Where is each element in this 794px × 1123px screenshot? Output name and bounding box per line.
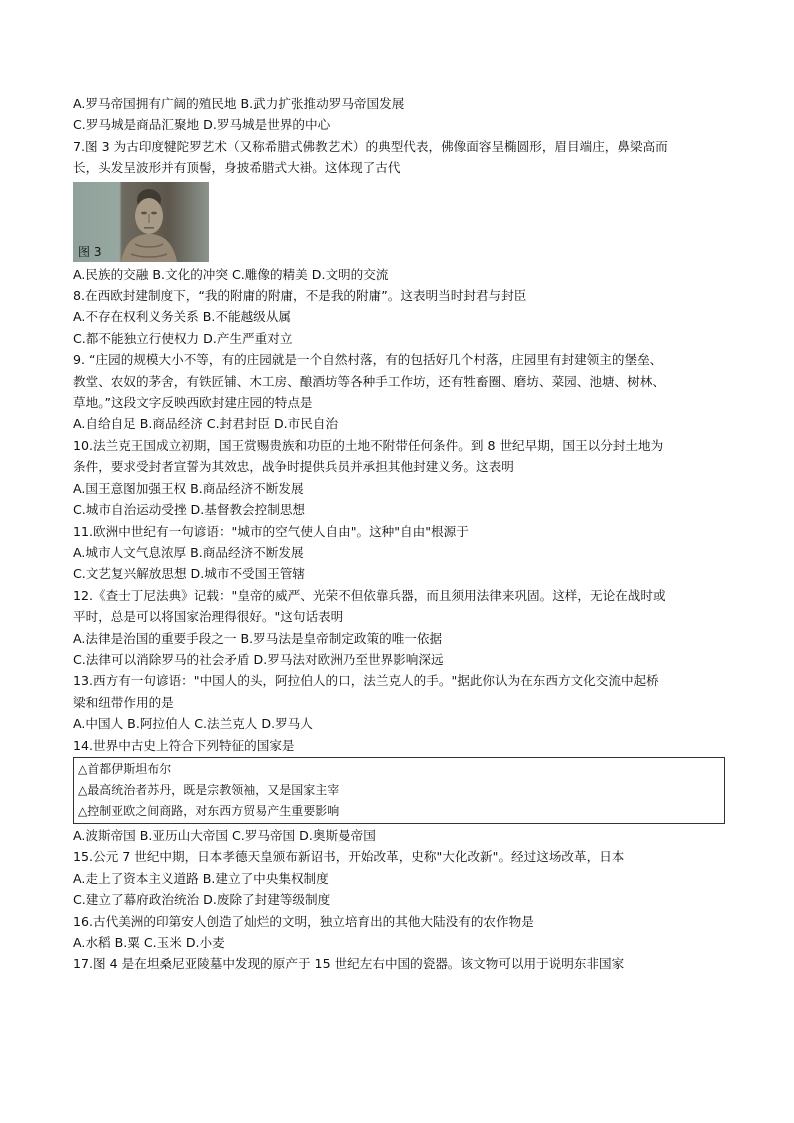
text-line: A.自给自足 B.商品经济 C.封君封臣 D.市民自治 [73, 416, 339, 432]
text-block-b [73, 264, 724, 756]
text-line: C.法律可以消除罗马的社会矛盾 D.罗马法对欧洲乃至世界影响深远 [73, 651, 444, 667]
text-line: A.民族的交融 B.文化的冲突 C.雕像的精美 D.文明的交流 [73, 266, 389, 282]
text-line: 15.公元 7 世纪中期，日本孝德天皇颁布新诏书，开始改革，史称"大化改新"。经过这场改革，日本 [73, 849, 625, 865]
text-line: 平时，总是可以将国家治理得很好。"这句话表明 [73, 609, 344, 625]
text-line: C.建立了幕府政治统治 D.废除了封建等级制度 [73, 892, 331, 908]
text-line: 12.《查士丁尼法典》记载："皇帝的威严、光荣不但依靠兵器，而且须用法律来巩固。这样，无论在战时或 [73, 587, 666, 603]
text-line: 8.在西欧封建制度下，“我的附庸的附庸，不是我的附庸”。这表明当时封君与封臣 [73, 288, 527, 304]
text-line: A.水稻 B.粟 C.玉米 D.小麦 [73, 935, 225, 950]
text-line: A.法律是治国的重要手段之一 B.罗马法是皇帝制定政策的唯一依据 [73, 630, 443, 646]
text-line: 教堂、农奴的茅舍，有铁匠铺、木工房、酿酒坊等各种手工作坊，还有牲畜圈、磨坊、菜园、池塘、树林、 [73, 373, 665, 389]
text-line: 梁和纽带作用的是 [73, 694, 174, 710]
text-line: C.文艺复兴解放思想 D.城市不受国王管辖 [73, 566, 306, 582]
text-line: A.城市人文气息浓厚 B.商品经济不断发展 [73, 544, 304, 560]
text-line: A.不存在权利义务关系 B.不能越级从属 [73, 309, 291, 325]
text-line: 草地。”这段文字反映西欧封建庄园的特点是 [73, 395, 313, 411]
box-line: △最高统治者苏丹，既是宗教领袖，又是国家主宰 [78, 782, 340, 797]
text-line: 17.图 4 是在坦桑尼亚陵墓中发现的原产于 15 世纪左右中国的瓷器。该文物可以用于说明东非国家 [73, 956, 625, 972]
text-line: 条件，要求受封者宣誓为其效忠，战争时提供兵员并承担其他封建义务。这表明 [73, 459, 514, 475]
text-line: 9. “庄园的规模大小不等，有的庄园就是一个自然村落，有的包括好几个村落，庄园里有封建领主的堡垒、 [73, 352, 663, 368]
text-line: 7.图 3 为古印度犍陀罗艺术（又称希腊式佛教艺术）的典型代表，佛像面容呈椭圆形，眉目端庄，鼻梁高而 [73, 138, 668, 154]
text-line: 10.法兰克王国成立初期，国王赏赐贵族和功臣的土地不附带任何条件。到 8 世纪早期，国王以分封土地为 [73, 437, 664, 453]
text-line: A.中国人 B.阿拉伯人 C.法兰克人 D.罗马人 [73, 716, 313, 732]
text-line: 13.西方有一句谚语："中国人的头，阿拉伯人的口，法兰克人的手。"据此你认为在东西方文化交流中起桥 [73, 673, 659, 689]
box-line: △控制亚欧之间商路，对东西方贸易产生重要影响 [78, 803, 340, 818]
figure-caption: 图 3 [78, 244, 102, 259]
text-line: C.罗马城是商品汇聚地 D.罗马城是世界的中心 [73, 117, 331, 133]
text-line: A.走上了资本主义道路 B.建立了中央集权制度 [73, 870, 329, 886]
text-line: A.波斯帝国 B.亚历山大帝国 C.罗马帝国 D.奥斯曼帝国 [73, 827, 376, 843]
text-line: 14.世界中古史上符合下列特征的国家是 [73, 737, 295, 753]
text-block-c [73, 825, 724, 975]
text-line: A.罗马帝国拥有广阔的殖民地 B.武力扩张推动罗马帝国发展 [73, 96, 405, 111]
text-block-a [73, 93, 724, 179]
figure-3 [73, 182, 209, 262]
text-line: 11.欧洲中世纪有一句谚语："城市的空气使人自由"。这种"自由"根源于 [73, 523, 469, 539]
text-line: C.城市自治运动受挫 D.基督教会控制思想 [73, 502, 306, 518]
box-line: △首都伊斯坦布尔 [78, 761, 172, 776]
text-line: 长，头发呈波形并有顶髻，身披希腊式大褂。这体现了古代 [73, 160, 401, 176]
features-box [73, 757, 725, 824]
text-line: A.国王意图加强王权 B.商品经济不断发展 [73, 480, 304, 496]
text-line: 16.古代美洲的印第安人创造了灿烂的文明，独立培育出的其他大陆没有的农作物是 [73, 913, 534, 929]
text-line: C.都不能独立行使权力 D.产生严重对立 [73, 330, 293, 346]
buddha-bust-image [117, 184, 181, 262]
